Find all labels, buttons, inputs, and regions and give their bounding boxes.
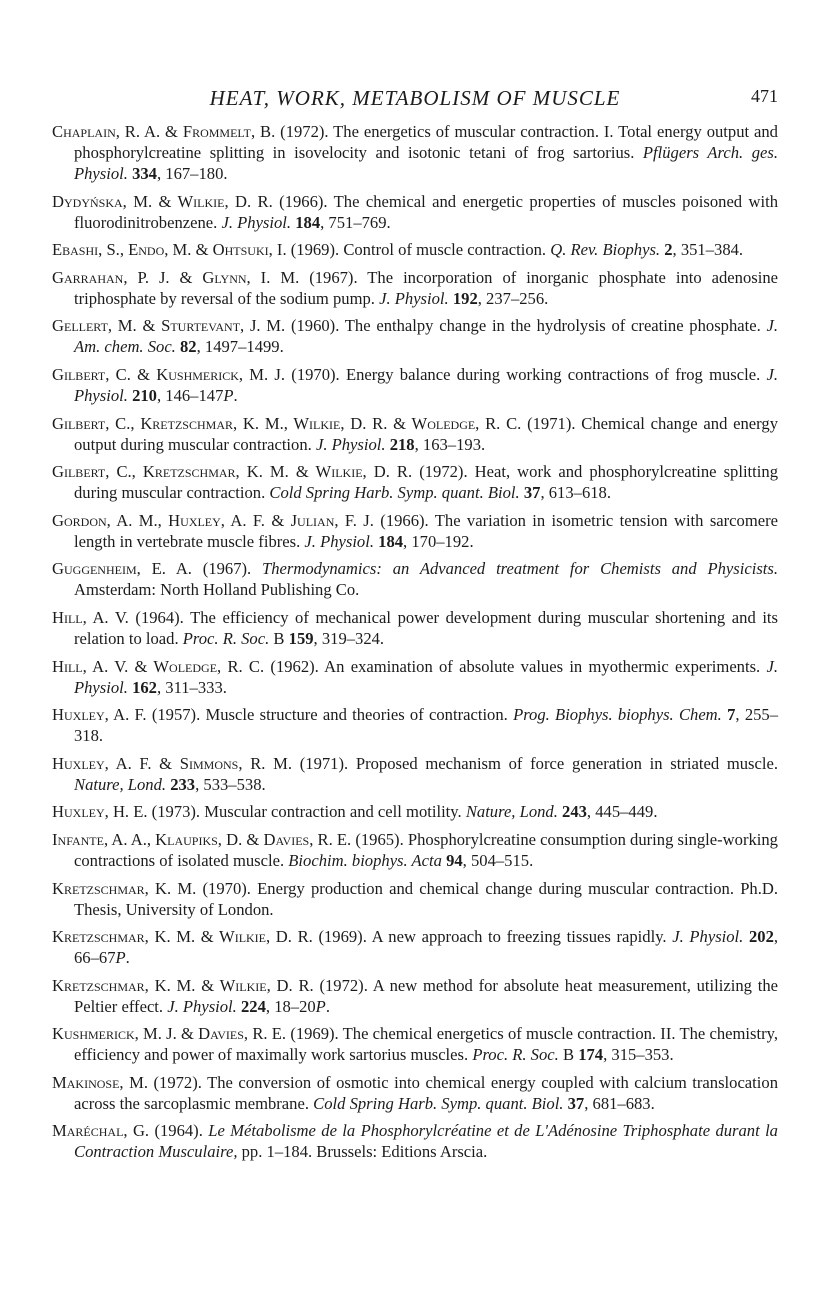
reference-authors: Gilbert, C., Kretzschmar, K. M. & Wilkie, D. R. xyxy=(52,462,413,482)
reference-pages: 351–384. xyxy=(680,240,744,260)
reference-journal: Cold Spring Harb. Symp. quant. Biol. xyxy=(313,1093,564,1113)
reference-authors: Dydyńska, M. & Wilkie, D. R. xyxy=(52,191,273,211)
reference-title: A new approach to freezing tissues rapidly. xyxy=(371,927,667,947)
reference-year: (1957). xyxy=(151,705,201,725)
reference-year: (1970). xyxy=(291,364,340,384)
reference-year: (1965). xyxy=(355,829,404,849)
reference-year: (1972). xyxy=(153,1072,202,1092)
reference-journal: J. Physiol. xyxy=(167,996,237,1016)
reference-entry xyxy=(52,558,778,600)
reference-entry: Huxley, H. E. (1973). Muscular contraction and cell motility. Nature, Lond. 243, 445–449. xyxy=(52,802,658,822)
reference-pages: 681–683. xyxy=(592,1093,655,1113)
reference-series: B xyxy=(273,628,285,648)
reference-year: (1969). xyxy=(290,240,340,260)
reference-entry: Kretzschmar, K. M. & Wilkie, D. R. (1969). A new approach to freezing tissues rapidly. J. Physiol. 202, 66–67P. xyxy=(52,927,779,968)
reference-volume: 174 xyxy=(578,1045,604,1065)
reference-volume: 192 xyxy=(452,288,478,308)
reference-series: B xyxy=(562,1045,575,1065)
reference-pages: 315–353. xyxy=(611,1045,674,1065)
reference-book-title: Thermodynamics: an Advanced treatment for Chemists and Physicists. xyxy=(262,559,778,579)
reference-entry: Kretzschmar, K. M. & Wilkie, D. R. (1972). A new method for absolute heat measurement, utilizing the Peltier effect. J. Physiol. 224, 18–20P. xyxy=(52,975,779,1016)
reference-volume: 184 xyxy=(295,212,321,232)
reference-authors: Huxley, A. F. xyxy=(52,705,147,725)
reference-authors: Chaplain, R. A. & Frommelt, B. xyxy=(52,122,276,141)
reference-journal: Prog. Biophys. biophys. Chem. xyxy=(513,705,722,725)
reference-pages: 66–67 xyxy=(74,948,116,968)
reference-pages: 170–192. xyxy=(411,531,474,551)
reference-title: Heat, work and phosphorylcreatine splitting during muscular contraction. xyxy=(74,462,778,503)
reference-pages: 445–449. xyxy=(595,802,658,822)
reference-title: The enthalpy change in the hydrolysis of creatine phosphate. xyxy=(344,316,761,336)
reference-journal: Q. Rev. Biophys. xyxy=(550,240,661,260)
reference-entry: Huxley, A. F. (1957). Muscle structure and theories of contraction. Prog. Biophys. biophys. Chem. 7, 255–318. xyxy=(52,705,778,746)
reference-year: (1962). xyxy=(270,656,319,676)
reference-pages: 504–515. xyxy=(470,850,534,870)
reference-end: . xyxy=(233,385,238,405)
reference-journal: J. Physiol. xyxy=(221,212,292,232)
reference-authors: Garrahan, P. J. & Glynn, I. M. xyxy=(52,267,300,287)
reference-title: A new method for absolute heat measurement, utilizing the Peltier effect. xyxy=(74,975,779,1016)
reference-volume: 37 xyxy=(567,1093,585,1113)
reference-pages: 255–318. xyxy=(74,705,778,746)
reference-volume: 82 xyxy=(180,337,197,357)
reference-journal: Nature, Lond. xyxy=(74,774,167,794)
reference-authors: Infante, A. A., Klaupiks, D. & Davies, R. E. xyxy=(52,829,352,849)
page-number: 471 xyxy=(751,86,778,106)
reference-entry: Huxley, A. F. & Simmons, R. M. (1971). Proposed mechanism of force generation in striated muscle. Nature, Lond. 233, 533–538. xyxy=(52,753,778,794)
reference-entry xyxy=(52,1120,778,1162)
reference-entry: Hill, A. V. & Woledge, R. C. (1962). An examination of absolute values in myothermic experiments. J. Physiol. 162, 311–333. xyxy=(52,656,778,697)
running-title: HEAT, WORK, METABOLISM OF MUSCLE xyxy=(209,86,621,110)
reference-year: (1967). xyxy=(309,267,358,287)
reference-journal: Proc. R. Soc. xyxy=(182,628,270,648)
reference-entry: Gilbert, C., Kretzschmar, K. M. & Wilkie, D. R. (1972). Heat, work and phosphorylcreatine splitting during muscular contraction. Cold Spring Harb. Symp. quant. Biol. 37, 613–618. xyxy=(52,462,778,503)
reference-entry: Gordon, A. M., Huxley, A. F. & Julian, F. J. (1966). The variation in isometric tension with sarcomere length in vertebrate muscle fibres. J. Physiol. 184, 170–192. xyxy=(52,510,779,551)
reference-authors: Makinose, M. xyxy=(52,1072,148,1092)
reference-title: The chemical energetics of muscle contraction. II. The chemistry, efficiency and power of maximally work sartorius muscles. xyxy=(74,1024,778,1065)
reference-volume: 94 xyxy=(446,850,463,870)
reference-year: (1971). xyxy=(299,753,349,773)
reference-year: (1972). xyxy=(280,122,329,141)
reference-year: (1970). xyxy=(202,878,251,898)
reference-volume: 162 xyxy=(132,677,157,697)
reference-journal: Nature, Lond. xyxy=(465,802,558,822)
reference-journal: Proc. R. Soc. xyxy=(472,1045,559,1065)
reference-pages: 311–333. xyxy=(165,677,227,697)
reference-title: Muscle structure and theories of contraction. xyxy=(205,705,508,725)
reference-volume: 7 xyxy=(727,705,736,725)
reference-title: The chemical and energetic properties of muscles poisoned with fluorodinitrobenzene. xyxy=(74,191,778,232)
reference-entry: Infante, A. A., Klaupiks, D. & Davies, R. E. (1965). Phosphorylcreatine consumption during single-working contractions of isolated muscle. Biochim. biophys. Acta 94, 504–515. xyxy=(52,829,778,870)
reference-authors: Kushmerick, M. J. & Davies, R. E. xyxy=(52,1024,287,1044)
reference-volume: 218 xyxy=(389,434,415,454)
reference-entry xyxy=(52,878,778,920)
reference-authors: Gilbert, C. & Kushmerick, M. J. xyxy=(52,364,286,384)
reference-title: The conversion of osmotic into chemical energy coupled with calcium translocation across the sarcoplasmic membrane. xyxy=(74,1072,778,1113)
reference-journal: Pflügers Arch. ges. Physiol. xyxy=(74,143,778,183)
reference-book-title: Le Métabolisme de la Phosphorylcréatine et de L'Adénosine Triphosphate durant la Contraction Musculaire, xyxy=(74,1121,778,1162)
reference-year: (1966). xyxy=(380,510,429,530)
reference-authors: Ebashi, S., Endo, M. & Ohtsuki, I. xyxy=(52,240,287,260)
reference-year: (1960). xyxy=(290,316,340,336)
reference-volume: 224 xyxy=(240,996,266,1016)
reference-journal: J. Physiol. xyxy=(315,434,386,454)
reference-journal: J. Physiol. xyxy=(672,927,744,947)
reference-entry: Gilbert, C. & Kushmerick, M. J. (1970). Energy balance during working contractions of frog muscle. J. Physiol. 210, 146–147P. xyxy=(52,364,779,405)
reference-pages: 18–20 xyxy=(274,996,316,1016)
reference-publisher: Amsterdam: North Holland Publishing Co. xyxy=(74,580,360,600)
reference-journal: J. Physiol. xyxy=(379,288,449,308)
reference-pages: 146–147 xyxy=(165,385,224,405)
reference-pages: 163–193. xyxy=(422,434,486,454)
reference-title: Chemical change and energy output during muscular contraction. xyxy=(74,413,778,454)
reference-authors: Hill, A. V. xyxy=(52,607,129,627)
reference-authors: Maréchal, G. xyxy=(52,1121,150,1141)
reference-volume: 37 xyxy=(523,483,541,503)
reference-volume: 334 xyxy=(132,164,157,183)
reference-journal: J. Am. chem. Soc. xyxy=(74,316,778,357)
reference-authors: Gellert, M. & Sturtevant, J. M. xyxy=(52,316,286,336)
reference-title: Control of muscle contraction. xyxy=(343,240,547,260)
reference-year: (1972). xyxy=(419,462,468,482)
reference-year: (1969). xyxy=(318,927,367,947)
reference-entry: Chaplain, R. A. & Frommelt, B. (1972). The energetics of muscular contraction. I. Total energy output and phosphorylcreatine splitting in isovelocity and isotonic tetani of frog sartorius. Pflügers Arch. ges. Physiol. 334, 167–180. xyxy=(52,122,778,183)
reference-title: The energetics of muscular contraction. I. Total energy output and phosphorylcreatine splitting in isovelocity and isotonic tetani of frog sartorius. xyxy=(74,122,778,162)
reference-end: . xyxy=(125,948,130,968)
reference-entry: Makinose, M. (1972). The conversion of osmotic into chemical energy coupled with calcium translocation across the sarcoplasmic membrane. Cold Spring Harb. Symp. quant. Biol. 37, 681–683. xyxy=(52,1072,778,1113)
reference-title: Energy balance during working contractions of frog muscle. xyxy=(345,364,761,384)
reference-authors: Kretzschmar, K. M. & Wilkie, D. R. xyxy=(52,975,314,995)
reference-title: Energy production and chemical change during muscular contraction. Ph.D. Thesis, University of London. xyxy=(74,878,778,919)
reference-year: (1964). xyxy=(154,1121,203,1141)
reference-pages: 613–618. xyxy=(548,483,611,503)
reference-journal: Biochim. biophys. Acta xyxy=(288,850,442,870)
reference-title: Muscular contraction and cell motility. xyxy=(204,802,462,822)
reference-entry: Dydyńska, M. & Wilkie, D. R. (1966). The chemical and energetic properties of muscles poisoned with fluorodinitrobenzene. J. Physiol. 184, 751–769. xyxy=(52,191,778,232)
reference-year: (1964). xyxy=(135,607,184,627)
reference-page-suffix: P xyxy=(223,385,234,405)
reference-authors: Gilbert, C., Kretzschmar, K. M., Wilkie, D. R. & Woledge, R. C. xyxy=(52,413,522,433)
reference-entry: Garrahan, P. J. & Glynn, I. M. (1967). The incorporation of inorganic phosphate into adenosine triphosphate by reversal of the sodium pump. J. Physiol. 192, 237–256. xyxy=(52,267,778,308)
reference-year: (1966). xyxy=(279,191,328,211)
reference-pages: 751–769. xyxy=(328,212,391,232)
reference-title: The efficiency of mechanical power development during muscular shortening and its relation to load. xyxy=(74,607,778,648)
reference-title: The incorporation of inorganic phosphate into adenosine triphosphate by reversal of the sodium pump. xyxy=(74,267,778,308)
reference-entry: Gilbert, C., Kretzschmar, K. M., Wilkie, D. R. & Woledge, R. C. (1971). Chemical change and energy output during muscular contraction. J. Physiol. 218, 163–193. xyxy=(52,413,778,454)
reference-end: . xyxy=(325,996,330,1016)
reference-publisher: pp. 1–184. Brussels: Editions Arscia. xyxy=(241,1142,488,1162)
reference-title: An examination of absolute values in myothermic experiments. xyxy=(324,656,761,676)
reference-pages: 533–538. xyxy=(203,774,266,794)
reference-authors: Gordon, A. M., Huxley, A. F. & Julian, F. J. xyxy=(52,510,374,530)
reference-entry: Kushmerick, M. J. & Davies, R. E. (1969). The chemical energetics of muscle contraction. II. The chemistry, efficiency and power of maximally work sartorius muscles. Proc. R. Soc. B 174, 315–353. xyxy=(52,1024,778,1065)
reference-volume: 243 xyxy=(562,802,587,822)
reference-entry: Ebashi, S., Endo, M. & Ohtsuki, I. (1969). Control of muscle contraction. Q. Rev. Biophys. 2, 351–384. xyxy=(52,240,744,260)
reference-title: Phosphorylcreatine consumption during single-working contractions of isolated muscle. xyxy=(74,829,778,870)
reference-authors: Huxley, H. E. xyxy=(52,802,148,822)
reference-journal: J. Physiol. xyxy=(74,656,778,697)
reference-page-suffix: P xyxy=(115,948,126,968)
reference-authors: Guggenheim, E. A. xyxy=(52,559,192,579)
reference-authors: Kretzschmar, K. M. xyxy=(52,878,197,898)
reference-journal: Cold Spring Harb. Symp. quant. Biol. xyxy=(269,483,520,503)
reference-year: (1972). xyxy=(319,975,368,995)
reference-volume: 210 xyxy=(132,385,157,405)
reference-authors: Hill, A. V. & Woledge, R. C. xyxy=(52,656,265,676)
reference-entry: Gellert, M. & Sturtevant, J. M. (1960). The enthalpy change in the hydrolysis of creatine phosphate. J. Am. chem. Soc. 82, 1497–1499. xyxy=(52,316,778,357)
reference-entry: Hill, A. V. (1964). The efficiency of mechanical power development during muscular shortening and its relation to load. Proc. R. Soc. B 159, 319–324. xyxy=(52,607,778,648)
reference-journal: J. Physiol. xyxy=(74,364,779,405)
reference-volume: 2 xyxy=(664,240,673,260)
reference-year: (1969). xyxy=(290,1024,339,1044)
reference-page-suffix: P xyxy=(315,996,326,1016)
reference-authors: Kretzschmar, K. M. & Wilkie, D. R. xyxy=(52,927,313,947)
reference-volume: 233 xyxy=(170,774,196,794)
reference-pages: 167–180. xyxy=(165,164,228,183)
reference-volume: 159 xyxy=(288,628,314,648)
reference-title: The variation in isometric tension with sarcomere length in vertebrate muscle fibres. xyxy=(74,510,779,551)
reference-authors: Huxley, A. F. & Simmons, R. M. xyxy=(52,753,293,773)
reference-journal: J. Physiol. xyxy=(304,531,374,551)
reference-pages: 237–256. xyxy=(486,288,549,308)
reference-list xyxy=(52,121,778,1169)
reference-year: (1973). xyxy=(151,802,201,822)
reference-year: (1971). xyxy=(527,413,576,433)
reference-pages: 319–324. xyxy=(321,628,385,648)
reference-title: Proposed mechanism of force generation in striated muscle. xyxy=(355,753,778,773)
page-header xyxy=(52,86,778,114)
reference-year: (1967). xyxy=(202,559,252,579)
reference-volume: 184 xyxy=(378,531,404,551)
reference-pages: 1497–1499. xyxy=(204,337,284,357)
reference-volume: 202 xyxy=(748,927,774,947)
